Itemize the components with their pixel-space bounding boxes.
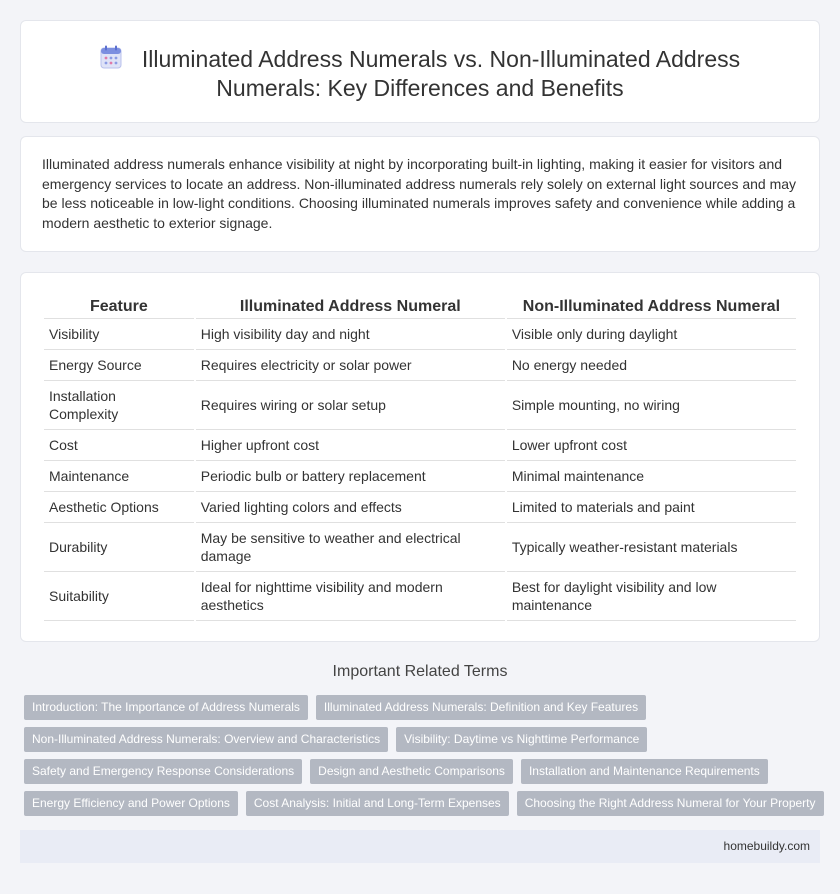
intro-paragraph: Illuminated address numerals enhance visibility at night by incorporating built-in lighting, making it easier for visitors and emergency services to locate an address. Non-illuminated address numerals rely solely on external light sources and may be less noticeable in low-light conditions. Choosing illuminated numerals improves safety and convenience while adding a modern aesthetic to exterior signage. [42,156,797,231]
title-card [20,20,820,123]
feature-cell: Cost [44,430,194,461]
related-tag[interactable]: Non-Illuminated Address Numerals: Overview and Characteristics [24,727,388,752]
table-row [44,319,796,350]
related-tag[interactable]: Installation and Maintenance Requirements [521,759,768,784]
illuminated-cell: May be sensitive to weather and electrical damage [196,523,505,572]
related-tag[interactable]: Safety and Emergency Response Considerations [24,759,302,784]
intro-card [20,136,820,252]
non-illuminated-cell: Lower upfront cost [507,430,796,461]
page-title [21,45,819,103]
footer-site-link[interactable]: homebuildy.com [723,839,810,853]
related-tag[interactable]: Energy Efficiency and Power Options [24,791,238,816]
feature-cell: Aesthetic Options [44,492,194,523]
comparison-table [42,295,798,621]
illuminated-cell: Requires wiring or solar setup [196,381,505,430]
table-row [44,461,796,492]
non-illuminated-cell: Visible only during daylight [507,319,796,350]
feature-cell: Durability [44,523,194,572]
related-tag[interactable]: Introduction: The Importance of Address Numerals [24,695,308,720]
table-row [44,381,796,430]
header-non-illuminated: Non-Illuminated Address Numeral [507,295,796,319]
footer [20,830,820,863]
table-row [44,523,796,572]
header-illuminated: Illuminated Address Numeral [196,295,505,319]
table-row [44,572,796,621]
non-illuminated-cell: Best for daylight visibility and low maintenance [507,572,796,621]
related-tag[interactable]: Choosing the Right Address Numeral for Your Property [517,791,824,816]
related-tag[interactable]: Design and Aesthetic Comparisons [310,759,513,784]
illuminated-cell: Periodic bulb or battery replacement [196,461,505,492]
feature-cell: Installation Complexity [44,381,194,430]
table-header-row [44,295,796,319]
non-illuminated-cell: Limited to materials and paint [507,492,796,523]
non-illuminated-cell: Simple mounting, no wiring [507,381,796,430]
title-line-1: Illuminated Address Numerals vs. Non-Illuminated Address [141,46,741,72]
feature-cell: Visibility [44,319,194,350]
header-feature: Feature [44,295,194,319]
table-row [44,492,796,523]
related-terms-tags [20,695,820,823]
illuminated-cell: Ideal for nighttime visibility and modern aesthetics [196,572,505,621]
illuminated-cell: Varied lighting colors and effects [196,492,505,523]
feature-cell: Suitability [44,572,194,621]
illuminated-cell: High visibility day and night [196,319,505,350]
related-tag[interactable]: Cost Analysis: Initial and Long-Term Expenses [246,791,509,816]
title-line-2: Numerals: Key Differences and Benefits [216,75,624,101]
table-row [44,350,796,381]
comparison-card [20,272,820,642]
non-illuminated-cell: No energy needed [507,350,796,381]
feature-cell: Maintenance [44,461,194,492]
non-illuminated-cell: Typically weather-resistant materials [507,523,796,572]
related-tag[interactable]: Visibility: Daytime vs Nighttime Performance [396,727,647,752]
calendar-icon [100,45,122,69]
non-illuminated-cell: Minimal maintenance [507,461,796,492]
feature-cell: Energy Source [44,350,194,381]
table-row [44,430,796,461]
illuminated-cell: Higher upfront cost [196,430,505,461]
related-terms-title: Important Related Terms [332,663,508,680]
illuminated-cell: Requires electricity or solar power [196,350,505,381]
related-tag[interactable]: Illuminated Address Numerals: Definition and Key Features [316,695,646,720]
